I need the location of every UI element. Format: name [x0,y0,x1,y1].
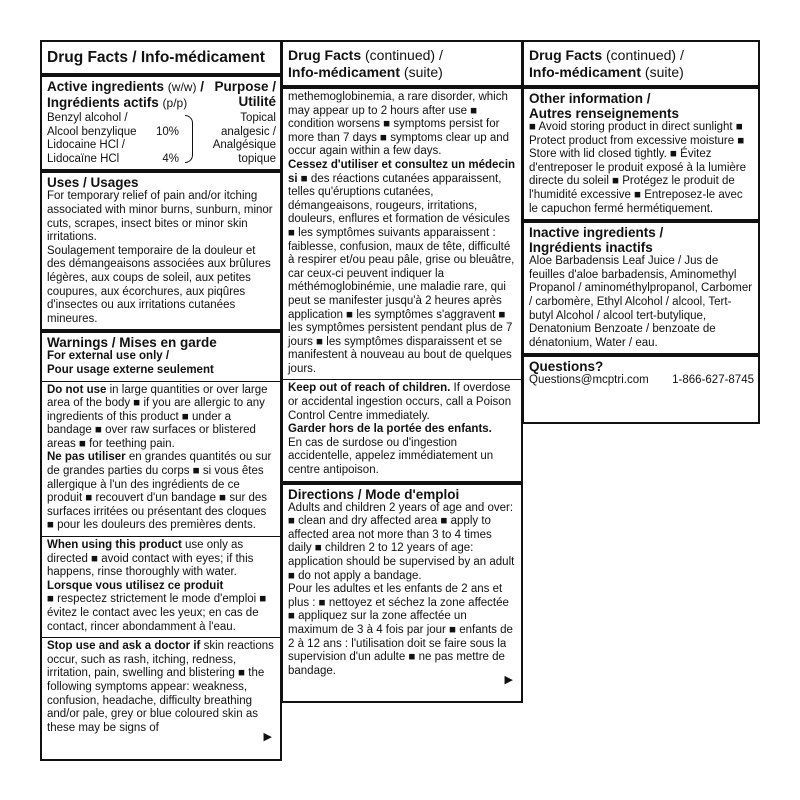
stop-use-continued-section [283,89,521,380]
ingredient-row: Alcool benzylique 10% [47,125,179,138]
inactive-heading-fr: Ingrédients inactifs [529,240,653,256]
external-use-en: For external use only / [47,350,170,363]
questions-heading: Questions? [529,359,604,375]
active-ingredients-list [47,112,276,166]
lorsque-heading: Lorsque vous utilisez ce produit [47,579,224,592]
inactive-text: Aloe Barbadensis Leaf Juice / Jus de feuilles d'aloe barbadensis, Aminomethyl Propanol / aminométhylpropanol, Carbomer / carbomère, Ethyl Alcohol / alcool, Tert-butyl Alcohol / alcool tert-butylique, Denatonium Benzoate / benzoate de dénatonium, Water / eau. [529,255,753,349]
ingredient-row: Lidocaine HCl / [47,139,125,152]
warnings-section [42,333,280,381]
cessez-text: Cessez d'utiliser et consultez un médecin si ■ des réactions cutanées apparaissent, telles qu'éruptions cutanées, démangeaisons, rougeurs, irritations, douleurs, enflures et formation de vésicules ■ les symptômes suivants apparaissent : faiblesse, confusion, maux de tête, difficulté à respirer et/ou peau pâle, grise ou bleuâtre, car ceux-ci peuvent indiquer la méthémoglobinémie, une maladie rare, qui peut se manifester jusqu'à 2 heures après application ■ les symptômes s'aggravent ■ les symptômes persistent pendant plus de 7 jours ■ les symptômes disparaissent et se manifestent à nouveau au bout de quelques jours. [288,158,516,375]
inactive-heading: Inactive ingredients / [529,225,664,241]
other-info-heading-fr: Autres renseignements [529,106,680,121]
stop-use-section [42,638,280,746]
directions-section [283,485,521,690]
when-using-text: When using this product use only as directed ■ avoid contact with eyes; if this happens, rinse thoroughly with water. [47,539,254,579]
keep-out-text: Keep out of reach of children. If overdose or accidental ingestion occurs, call a Poison Control Centre immediately. [288,382,512,422]
directions-text-en: Adults and children 2 years of age and over: ■ clean and dry affected area ■ apply to affected area not more than 3 to 4 times daily ■ children 2 to 12 years of age: application should be supervised by an adult ■ do not apply a bandage. [288,501,515,582]
panel-title: Drug Facts (continued) / Info-médicament (suite) [524,42,758,89]
drug-facts-panel-1 [40,40,282,761]
uses-text-en: For temporary relief of pain and/or itching associated with minor burns, sunburn, minor cuts, scrapes, insect bites or minor skin irritations. [47,190,273,244]
other-info-text: ■ Avoid storing product in direct sunlight ■ Protect product from excessive moisture ■ Store with lid closed tightly. ■ Évitez d'entreposer le produit exposé à la lumière directe du soleil ■ Protégez le produit de l'humidité excessive ■ Entreposez-le avec le capuchon fermé hermétiquement. [529,121,746,215]
garder-text: En cas de surdose ou d'ingestion accidentelle, appelez immédiatement un centre antipoison. [288,436,494,477]
keep-out-of-reach-section [283,380,521,484]
uses-text-fr: Soulagement temporaire de la douleur et des démangeaisons associées aux brûlures légères, aux coups de soleil, aux petites coupures, aux écorchures, aux piqûres d'insectes ou aux irritations cutanées mineures. [47,244,271,325]
uses-section [42,173,280,333]
uses-heading: Uses / Usages [47,175,139,191]
drug-facts-panel-2 [281,40,523,703]
purpose-list: Topical analgesic / Analgésique topique [212,112,276,165]
active-ingredients-header: Active ingredients (w/w) / Ingrédients actifs (p/p) Purpose / Utilité [47,79,276,110]
when-using-section [42,537,280,638]
contact-line [529,374,754,388]
continue-arrow-icon: ▶ [263,731,272,744]
do-not-use-text: Do not use in large quantities or over large area of the body ■ if you are allergic to any ingredients of this product ■ under a bandage ■ over raw surfaces or blistered areas ■ for teething pain. [47,383,268,450]
drug-facts-panel-3 [522,40,760,424]
ne-pas-utiliser-text: Ne pas utiliser en grandes quantités ou sur de grandes parties du corps ■ si vous êtes allergique à l'un des ingrédients de ce produit ■ recouvert d'un bandage ■ sur des surfaces irritées ou présentant des cloques ■ pour les douleurs des premières dents. [47,451,272,532]
inactive-ingredients-section [524,223,758,357]
brace-decoration [179,112,199,166]
do-not-use-section [42,382,280,538]
contact-phone: 1-866-627-8745 [672,374,754,387]
stop-use-continued-text: methemoglobinemia, a rare disorder, which may appear up to 2 hours after use ■ condition worsens ■ symptoms persist for more than 7 days ■ symptoms clear up and occur again within a few days. [288,91,510,158]
panel-title: Drug Facts / Info-médicament [42,42,280,77]
questions-section [524,357,758,391]
panel-title: Drug Facts (continued) / Info-médicament (suite) [283,42,521,89]
external-use-fr: Pour usage externe seulement [47,363,214,376]
warnings-heading: Warnings / Mises en garde [47,335,217,351]
contact-email: Questions@mcptri.com [529,374,649,387]
other-info-heading: Other information / [529,91,651,106]
ingredient-row: Lidocaïne HCl 4% [47,152,179,165]
active-ingredients-section [42,77,280,173]
ingredient-row: Benzyl alcohol / [47,112,128,124]
lorsque-text: ■ respectez strictement le mode d'emploi ■ évitez le contact avec les yeux; en cas de contact, rincer abondamment à l'eau. [47,593,267,633]
directions-text-fr: Pour les adultes et les enfants de 2 ans et plus : ■ nettoyez et séchez la zone affectée ■ appliquez sur la zone affectée un maximum de 3 à 4 fois par jour ■ enfants de 2 à 12 ans : l'utilisation doit se faire sous la supervision d'un adulte ■ ne pas mettre de bandage. [288,583,513,677]
directions-heading: Directions / Mode d'emploi [288,486,460,502]
continue-arrow-icon: ▶ [504,674,513,687]
other-information-section [524,89,758,223]
garder-heading: Garder hors de la portée des enfants. [288,423,492,436]
stop-use-text: Stop use and ask a doctor if skin reactions occur, such as rash, itching, redness, irritation, pain, swelling and blistering ■ the following symptoms appear: weakness, confusion, headache, difficulty breathing and/or pale, grey or blue coloured skin as these may be signs of [47,640,274,734]
